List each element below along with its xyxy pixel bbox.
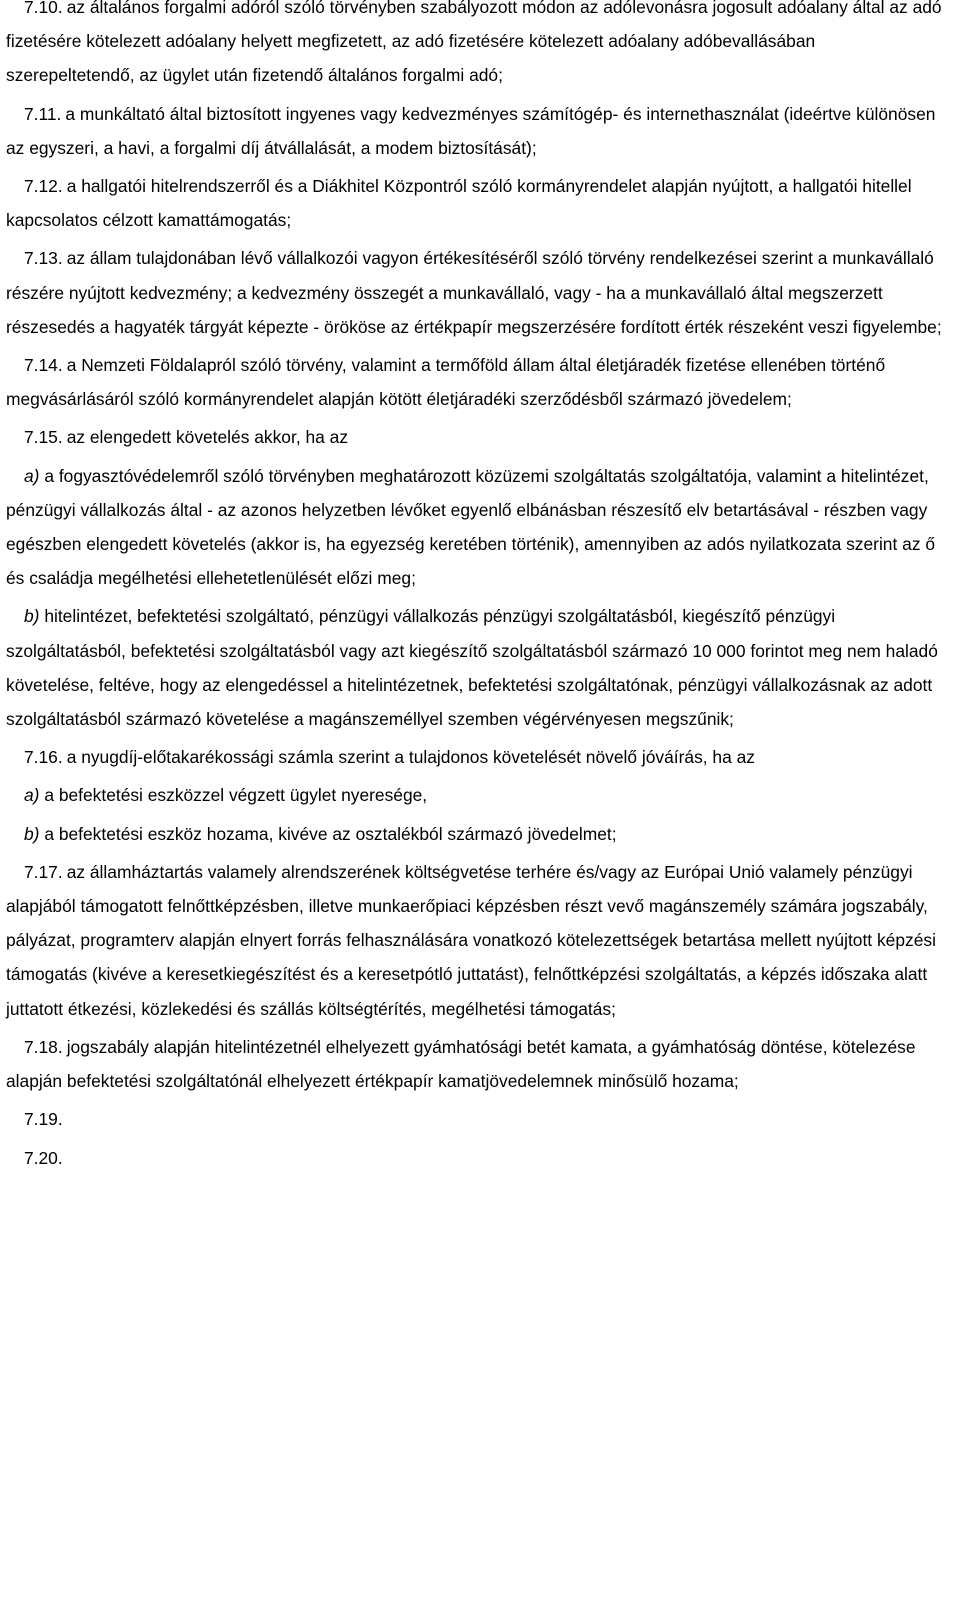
paragraph-text: a munkáltató által biztosított ingyenes vagy kedvezményes számítógép- és internethasználat (ideértve különösen az egyszeri, a havi, a forgalmi díj átvállalását, a modem biztosítását); [6,103,936,158]
subparagraph-text: hitelintézet, befektetési szolgáltató, pénzügyi vállalkozás pénzügyi szolgáltatásból, kiegészítő pénzügyi szolgáltatásból, befektetési szolgáltatásból vagy azt kiegészítő szolgáltatásból származó 10 000 forintot meg nem haladó követelése, feltéve, hogy az elengedéssel a hitelintézetnek, befektetési szolgáltatónak, pénzügyi vállalkozásnak az adott szolgáltatásból származó követelése a magánszeméllyel szemben végérvényesen megszűnik; [6,606,938,730]
paragraph-text: jogszabály alapján hitelintézetnél elhelyezett gyámhatósági betét kamata, a gyámhatóság döntése, kötelezése alapján befektetési szolgáltatónál elhelyezett értékpapír kamatjövedelemnek minősülő hozama; [6,1036,916,1092]
subparagraph-label: a) [24,785,40,806]
paragraph-number: 7.10. [24,0,63,17]
paragraph-7-11 [6,97,944,165]
paragraph-7-17 [6,855,944,1026]
paragraph-number: 7.15. [24,427,63,448]
paragraph-number: 7.14. [24,355,63,376]
paragraph-text: az államháztartás valamely alrendszerének költségvetése terhére és/vagy az Európai Unió valamely pénzügyi alapjából támogatott felnőttképzésben, illetve munkaerőpiaci képzésben részt vevő magánszemély számára jogszabály, pályázat, programterv alapján elnyert forrás felhasználására vonatkozó kötelezettségek betartása mellett nyújtott képzési támogatás (kivéve a keresetkiegészítést és a keresetpótló juttatást), felnőttképzési szolgáltatás, a képzés időszaka alatt juttatott étkezési, közlekedési és szállás költségtérítés, megélhetési támogatás; [6,861,936,1019]
subparagraph-label: b) [24,823,40,844]
paragraph-7-15 [6,420,944,454]
paragraph-7-18 [6,1030,944,1098]
subparagraph-text: a fogyasztóvédelemről szóló törvényben meghatározott közüzemi szolgáltatás szolgáltatója, valamint a hitelintézet, pénzügyi vállalkozás által - az azonos helyzetben lévőket egyenlő elbánásban részesítő elv betartásával - részben vagy egészben elengedett követelés (akkor is, ha egyezség keretében történik), amennyiben az adós nyilatkozata szerint az ő és családja megélhetési ellehetetlenülését előzi meg; [6,465,936,589]
paragraph-7-13 [6,241,944,344]
paragraph-number: 7.20. [24,1147,63,1168]
paragraph-text: az elengedett követelés akkor, ha az [66,427,349,448]
subparagraph-7-16-a [6,778,944,812]
paragraph-text: az általános forgalmi adóról szóló törvényben szabályozott módon az adólevonásra jogosult adóalany által az adó fizetésére kötelezett adóalany helyett megfizetett, az adó fizetésére kötelezett adóalany adóbevallásában szerepeltetendő, az ügylet után fizetendő általános forgalmi adó; [6,0,942,86]
paragraph-7-19 [6,1102,944,1136]
subparagraph-label: a) [24,465,40,486]
paragraph-text: a hallgatói hitelrendszerről és a Diákhitel Központról szóló kormányrendelet alapján nyújtott, a hallgatói hitellel kapcsolatos célzott kamattámogatás; [6,176,912,231]
paragraph-number: 7.19. [24,1109,63,1130]
subparagraph-7-15-a [6,459,944,596]
subparagraph-text: a befektetési eszköz hozama, kivéve az osztalékból származó jövedelmet; [44,823,617,844]
paragraph-7-20 [6,1141,944,1175]
paragraph-7-10 [6,0,944,93]
paragraph-number: 7.17. [24,861,63,882]
subparagraph-text: a befektetési eszközzel végzett ügylet nyeresége, [44,785,428,806]
subparagraph-label: b) [24,606,40,627]
paragraph-7-16 [6,740,944,774]
paragraph-number: 7.16. [24,747,63,768]
subparagraph-7-16-b [6,817,944,851]
paragraph-7-12 [6,169,944,237]
subparagraph-7-15-b [6,599,944,736]
paragraph-text: a nyugdíj-előtakarékossági számla szerint a tulajdonos követelését növelő jóváírás, ha az [66,747,755,768]
paragraph-number: 7.12. [24,176,63,197]
paragraph-number: 7.11. [24,103,62,124]
paragraph-text: a Nemzeti Földalapról szóló törvény, valamint a termőföld állam által életjáradék fizetése ellenében történő megvásárlásáról szóló kormányrendelet alapján kötött életjáradéki szerződésből származó jövedelem; [6,355,886,410]
paragraph-text: az állam tulajdonában lévő vállalkozói vagyon értékesítéséről szóló törvény rendelkezései szerint a munkavállaló részére nyújtott kedvezmény; a kedvezmény összegét a munkavállaló, vagy - ha a munkavállaló által megszerzett részesedés a hagyaték tárgyát képezte - örököse az értékpapír megszerzésére fordított érték részeként veszi figyelembe; [6,248,942,337]
paragraph-7-14 [6,348,944,416]
paragraph-number: 7.18. [24,1036,63,1057]
paragraph-number: 7.13. [24,248,63,269]
